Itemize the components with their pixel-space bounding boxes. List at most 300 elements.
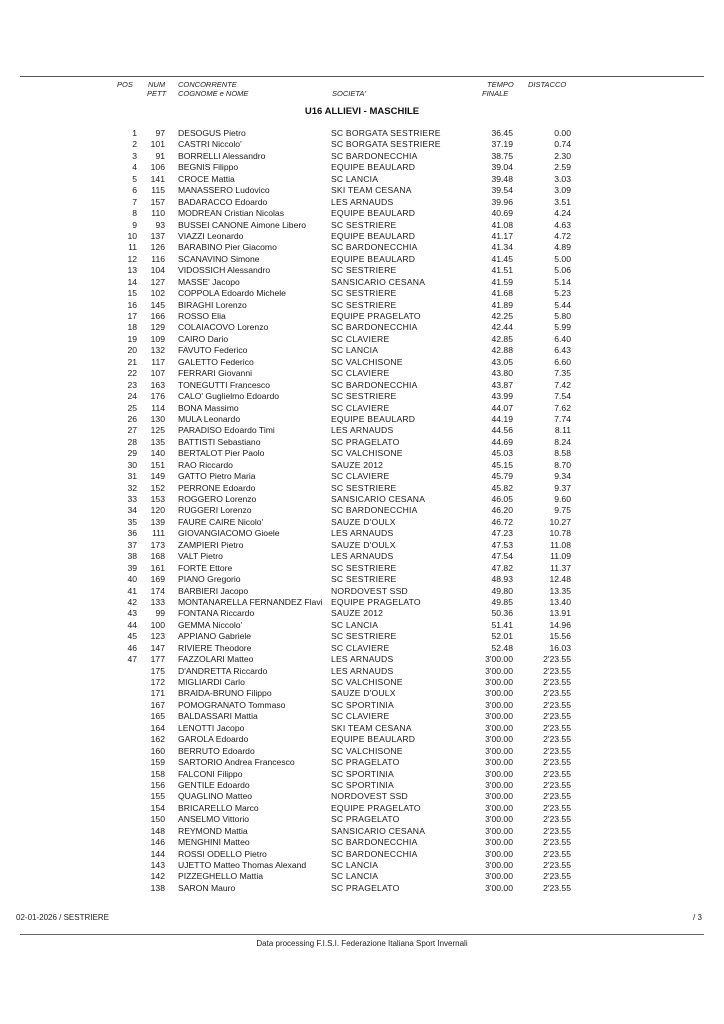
bottom-rule [20,934,704,935]
final-time: 41.34 [491,242,513,253]
athlete-name: TONEGUTTI Francesco [178,379,271,390]
bib-number: 175 [150,665,165,676]
athlete-name: BERRUTO Edoardo [178,745,255,756]
club-name: SC BARDONECCHIA [331,837,418,848]
bib-number: 153 [150,494,165,504]
final-time: 41.51 [491,265,513,276]
position: 8 [132,208,137,219]
time-gap: 5.80 [554,311,571,321]
header-pett: PETT [147,89,167,98]
time-gap: 2'23.55 [543,665,571,676]
footer-date-place: 02-01-2026 / SESTRIERE [16,913,109,922]
final-time: 3'00.00 [485,654,513,665]
final-time: 45.79 [491,471,513,482]
final-time: 45.03 [491,448,513,459]
table-row [0,643,724,654]
athlete-name: BALDASSARI Mattia [178,711,258,722]
final-time: 45.82 [491,482,513,493]
time-gap: 2'23.55 [543,734,571,745]
table-row [0,608,724,619]
time-gap: 6.60 [554,356,571,367]
time-gap: 7.62 [554,402,571,413]
bib-number: 150 [150,814,165,825]
bib-number: 109 [150,333,165,344]
table-row [0,540,724,551]
bib-number: 161 [150,562,165,573]
position: 14 [127,276,137,287]
position: 47 [127,654,137,665]
athlete-name: DESOGUS Pietro [178,128,246,138]
final-time: 48.93 [491,574,513,585]
table-row [0,345,724,356]
club-name: SC VALCHISONE [331,745,403,756]
bib-number: 158 [150,768,165,779]
bib-number: 104 [150,265,165,276]
bib-number: 147 [150,642,165,653]
position: 2 [132,139,137,150]
final-time: 44.19 [491,413,513,424]
final-time: 3'00.00 [485,722,513,733]
position: 35 [127,516,137,527]
club-name: SC VALCHISONE [331,448,403,459]
athlete-name: ANSELMO Vittorio [178,814,250,825]
athlete-name: GALETTO Federico [178,356,254,367]
table-row [0,220,724,231]
table-row [0,723,724,734]
club-name: EQUIPE BEAULARD [331,253,416,264]
club-name: SANSICARIO CESANA [331,825,426,836]
bib-number: 144 [150,848,165,859]
final-time: 3'00.00 [485,745,513,756]
athlete-name: COPPOLA Edoardo Michele [178,288,286,299]
bib-number: 101 [150,139,165,150]
final-time: 3'00.00 [485,814,513,825]
club-name: EQUIPE PRAGELATO [331,596,421,607]
final-time: 44.69 [491,436,513,447]
table-row [0,586,724,597]
bib-number: 111 [151,528,165,539]
bib-number: 149 [150,471,165,482]
club-name: SC LANCIA [331,345,379,356]
athlete-name: RUGGERI Lorenzo [178,505,252,516]
time-gap: 5.99 [554,322,571,333]
athlete-name: BERTALOT Pier Paolo [178,448,265,459]
final-time: 52.48 [491,642,513,653]
bib-number: 143 [150,860,165,870]
final-time: 47.23 [491,528,513,539]
athlete-name: PIANO Gregorio [178,574,241,585]
athlete-name: MANASSERO Ludovico [178,185,270,196]
club-name: SC CLAVIERE [331,368,390,379]
club-name: SC SESTRIERE [331,574,397,585]
time-gap: 8.70 [554,459,571,470]
final-time: 3'00.00 [485,688,513,699]
position: 7 [132,196,137,207]
athlete-name: ROSSI ODELLO Pietro [178,848,267,859]
time-gap: 5.00 [554,253,571,264]
athlete-name: VIAZZI Leonardo [178,230,244,241]
bib-number: 148 [150,825,165,836]
time-gap: 2'23.55 [543,768,571,779]
bib-number: 169 [150,574,165,585]
athlete-name: GATTO Pietro Maria [178,471,256,482]
club-name: SC SESTRIERE [331,562,397,573]
position: 34 [127,505,137,516]
final-time: 3'00.00 [485,825,513,836]
athlete-name: FAZZOLARI Matteo [178,654,254,665]
bib-number: 160 [150,745,165,756]
athlete-name: CAIRO Dario [178,333,229,344]
final-time: 45.15 [491,459,513,470]
top-rule [20,76,704,77]
position: 38 [127,551,137,562]
bib-number: 110 [151,208,165,219]
position: 39 [127,562,137,573]
table-row [0,311,724,322]
time-gap: 6.40 [554,333,571,344]
bib-number: 97 [155,128,165,138]
table-row [0,734,724,745]
position: 43 [127,608,137,619]
position: 5 [132,173,137,184]
club-name: SC SESTRIERE [331,391,397,402]
position: 32 [127,482,137,493]
athlete-name: CROCE Mattia [178,173,235,184]
athlete-name: RAO Riccardo [178,459,233,470]
header-tempo: TEMPO [487,80,514,89]
final-time: 47.82 [491,562,513,573]
table-row [0,528,724,539]
table-row [0,265,724,276]
bib-number: 156 [150,779,165,790]
table-row [0,322,724,333]
position: 36 [127,528,137,539]
table-row [0,711,724,722]
final-time: 46.05 [491,494,513,504]
time-gap: 8.11 [554,425,571,436]
club-name: EQUIPE BEAULARD [331,162,416,173]
club-name: SC BARDONECCHIA [331,505,418,516]
club-name: SANSICARIO CESANA [331,494,426,504]
time-gap: 2'23.55 [543,688,571,699]
time-gap: 13.91 [549,608,571,619]
club-name: SC VALCHISONE [331,677,403,687]
athlete-name: BRAIDA-BRUNO Filippo [178,688,272,699]
final-time: 41.59 [491,276,513,287]
club-name: SC SESTRIERE [331,631,397,642]
bib-number: 129 [150,322,165,333]
time-gap: 11.37 [550,562,571,573]
final-time: 3'00.00 [485,768,513,779]
table-row [0,860,724,871]
final-time: 3'00.00 [485,711,513,722]
table-row [0,791,724,802]
table-row [0,425,724,436]
time-gap: 5.06 [554,265,571,276]
athlete-name: PIZZEGHELLO Mattia [178,871,264,882]
position: 6 [132,185,137,196]
club-name: SC CLAVIERE [331,333,390,344]
athlete-name: UJETTO Matteo Thomas Alexand [178,860,307,870]
club-name: SC SPORTINIA [331,779,394,790]
bib-number: 91 [155,150,165,161]
time-gap: 8.58 [554,448,571,459]
time-gap: 9.37 [554,482,571,493]
table-row [0,483,724,494]
time-gap: 2'23.55 [543,779,571,790]
table-row [0,448,724,459]
final-time: 3'00.00 [485,860,513,870]
header-pos: POS [117,80,133,89]
club-name: SC LANCIA [331,173,379,184]
bib-number: 167 [150,699,165,710]
final-time: 42.25 [491,311,513,321]
final-time: 46.20 [491,505,513,516]
table-row [0,368,724,379]
time-gap: 7.74 [554,413,571,424]
bib-number: 125 [150,425,165,436]
final-time: 47.54 [491,551,513,562]
club-name: SC SPORTINIA [331,768,394,779]
position: 24 [127,391,137,402]
bib-number: 174 [150,585,165,596]
athlete-name: ZAMPIERI Pietro [178,539,244,550]
club-name: LES ARNAUDS [331,654,394,665]
position: 3 [132,150,137,161]
athlete-name: BARBIERI Jacopo [178,585,249,596]
table-row [0,871,724,882]
results-table [0,128,724,894]
bib-number: 171 [150,688,165,699]
club-name: SC VALCHISONE [331,356,403,367]
athlete-name: GIOVANGIACOMO Gioele [178,528,280,539]
bib-number: 117 [151,356,165,367]
club-name: SC SESTRIERE [331,482,397,493]
table-row [0,471,724,482]
time-gap: 5.14 [554,276,571,287]
table-row [0,631,724,642]
position: 21 [127,356,137,367]
athlete-name: PERRONE Edoardo [178,482,256,493]
club-name: SAUZE D'OULX [331,688,396,699]
time-gap: 9.34 [554,471,571,482]
athlete-name: FORTE Ettore [178,562,233,573]
table-row [0,357,724,368]
athlete-name: GEMMA Niccolo' [178,619,243,630]
table-row [0,151,724,162]
footer-credit: Data processing F.I.S.I. Federazione Italiana Sport Invernali [256,939,468,948]
time-gap: 2'23.55 [543,757,571,768]
final-time: 3'00.00 [485,837,513,848]
athlete-name: SARON Mauro [178,882,236,893]
bib-number: 93 [155,219,165,230]
bib-number: 151 [150,459,165,470]
table-row [0,563,724,574]
position: 4 [132,162,137,173]
time-gap: 2'23.55 [543,848,571,859]
table-row [0,757,724,768]
time-gap: 5.44 [554,299,571,310]
position: 45 [127,631,137,642]
final-time: 3'00.00 [485,882,513,893]
position: 41 [127,585,137,596]
bib-number: 177 [150,654,165,665]
bib-number: 116 [151,253,165,264]
position: 28 [127,436,137,447]
table-row [0,780,724,791]
club-name: SC PRAGELATO [331,436,400,447]
header-finale: FINALE [482,89,509,98]
club-name: SC SPORTINIA [331,699,394,710]
athlete-name: MONTANARELLA FERNANDEZ Flavi [178,596,323,607]
final-time: 47.53 [491,539,513,550]
club-name: LES ARNAUDS [331,196,394,207]
final-time: 3'00.00 [485,677,513,687]
time-gap: 10.78 [549,528,571,539]
athlete-name: ROSSO Elia [178,311,226,321]
table-row [0,654,724,665]
club-name: SC BORGATA SESTRIERE [331,139,441,150]
table-row [0,139,724,150]
bib-number: 137 [150,230,165,241]
bib-number: 165 [150,711,165,722]
final-time: 39.96 [491,196,513,207]
final-time: 44.56 [491,425,513,436]
final-time: 39.04 [491,162,513,173]
bib-number: 159 [150,757,165,768]
athlete-name: SCANAVINO Simone [178,253,260,264]
final-time: 43.05 [491,356,513,367]
time-gap: 2.59 [554,162,571,173]
header-concorrente: CONCORRENTE [178,80,237,89]
time-gap: 16.03 [549,642,571,653]
final-time: 41.08 [491,219,513,230]
athlete-name: ROGGERO Lorenzo [178,494,257,504]
position: 17 [127,311,137,321]
final-time: 41.45 [491,253,513,264]
athlete-name: D'ANDRETTA Riccardo [178,665,268,676]
final-time: 43.80 [491,368,513,379]
final-time: 42.85 [491,333,513,344]
bib-number: 142 [150,871,165,882]
table-row [0,814,724,825]
club-name: SAUZE D'OULX [331,539,396,550]
athlete-name: FAVUTO Federico [178,345,248,356]
position: 29 [127,448,137,459]
table-row [0,231,724,242]
table-row [0,242,724,253]
club-name: EQUIPE BEAULARD [331,230,416,241]
position: 10 [127,230,137,241]
club-name: SC LANCIA [331,619,379,630]
club-name: SC CLAVIERE [331,471,390,482]
club-name: SKI TEAM CESANA [331,722,412,733]
table-row [0,162,724,173]
club-name: SAUZE 2012 [331,608,384,619]
time-gap: 0.74 [554,139,571,150]
bib-number: 123 [150,631,165,642]
final-time: 42.88 [491,345,513,356]
table-row [0,208,724,219]
position: 20 [127,345,137,356]
header-num: NUM [148,80,166,89]
time-gap: 13.40 [549,596,571,607]
club-name: SC BARDONECCHIA [331,379,418,390]
table-row [0,688,724,699]
table-row [0,494,724,505]
athlete-name: MASSE' Jacopo [178,276,240,287]
bib-number: 139 [150,516,165,527]
club-name: SC PRAGELATO [331,882,400,893]
club-name: SC PRAGELATO [331,757,400,768]
club-name: NORDOVEST SSD [331,585,408,596]
final-time: 3'00.00 [485,871,513,882]
bib-number: 138 [150,882,165,893]
athlete-name: BRICARELLO Marco [178,802,259,813]
table-row [0,574,724,585]
time-gap: 5.23 [554,288,571,299]
athlete-name: CALO' Guglielmo Edoardo [178,391,279,402]
athlete-name: RIVIERE Theodore [178,642,252,653]
athlete-name: PARADISO Edoardo Timi [178,425,275,436]
athlete-name: FAURE CAIRE Nicolo' [178,516,264,527]
final-time: 3'00.00 [485,791,513,802]
athlete-name: BARABINO Pier Giacomo [178,242,277,253]
time-gap: 6.43 [554,345,571,356]
footer-page: / 3 [693,913,702,922]
time-gap: 7.42 [554,379,571,390]
club-name: SKI TEAM CESANA [331,185,412,196]
bib-number: 107 [150,368,165,379]
athlete-name: SARTORIO Andrea Francesco [178,757,295,768]
club-name: SAUZE 2012 [331,459,384,470]
athlete-name: MIGLIARDI Carlo [178,677,245,687]
final-time: 44.07 [491,402,513,413]
bib-number: 126 [150,242,165,253]
club-name: SC SESTRIERE [331,265,397,276]
final-time: 3'00.00 [485,734,513,745]
bib-number: 140 [150,448,165,459]
club-name: SANSICARIO CESANA [331,276,426,287]
time-gap: 4.89 [554,242,571,253]
club-name: LES ARNAUDS [331,551,394,562]
table-row [0,666,724,677]
time-gap: 2'23.55 [543,654,571,665]
club-name: EQUIPE BEAULARD [331,734,416,745]
club-name: SC PRAGELATO [331,814,400,825]
athlete-name: VALT Pietro [178,551,223,562]
table-row [0,849,724,860]
bib-number: 152 [150,482,165,493]
bib-number: 106 [150,162,165,173]
bib-number: 168 [150,551,165,562]
final-time: 39.48 [491,173,513,184]
club-name: SC SESTRIERE [331,288,397,299]
table-row [0,700,724,711]
final-time: 41.68 [491,288,513,299]
final-time: 39.54 [491,185,513,196]
table-row [0,505,724,516]
athlete-name: FERRARI Giovanni [178,368,253,379]
header-societa: SOCIETA' [332,89,366,98]
table-row [0,437,724,448]
time-gap: 15.56 [549,631,571,642]
athlete-name: VIDOSSICH Alessandro [178,265,271,276]
athlete-name: MENGHINI Matteo [178,837,250,848]
position: 12 [127,253,137,264]
time-gap: 10.27 [549,516,571,527]
final-time: 49.80 [491,585,513,596]
